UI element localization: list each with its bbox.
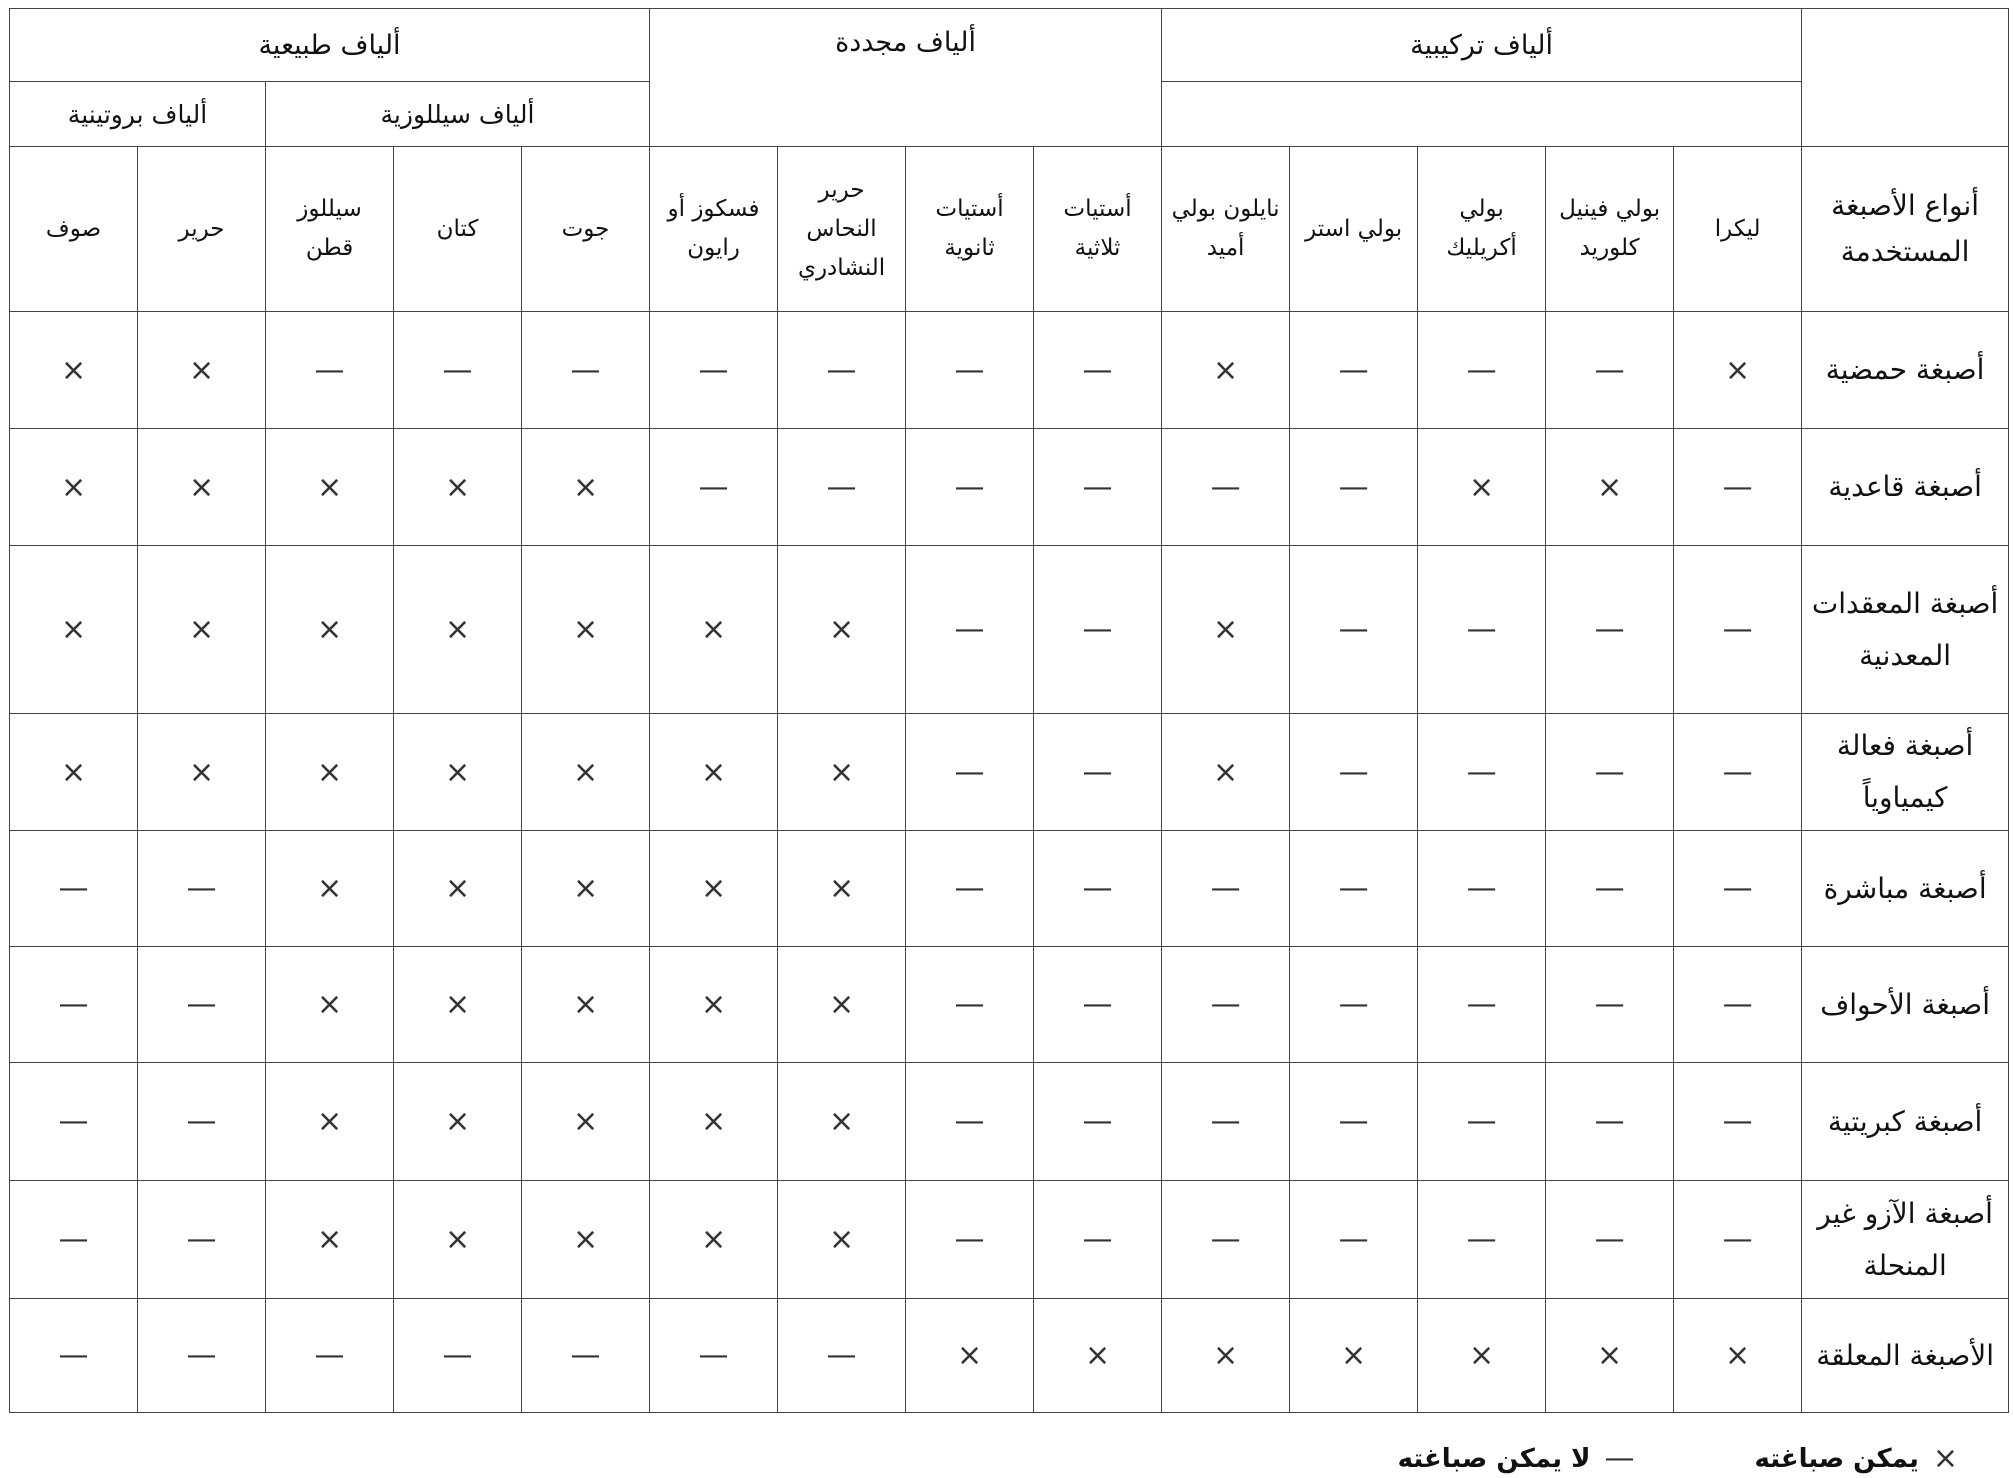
cannot-dye-mark: —: [1418, 831, 1546, 947]
cannot-dye-mark: —: [906, 1063, 1034, 1181]
can-dye-mark: ×: [266, 546, 394, 714]
dye-fiber-table-page: [9, 8, 2008, 1476]
cannot-dye-mark: —: [522, 312, 650, 429]
can-dye-mark: ×: [778, 546, 906, 714]
can-dye-mark: ×: [650, 1063, 778, 1181]
dye-type-label: أصبغة فعالة كيمياوياً: [1802, 714, 2009, 831]
cannot-dye-mark: —: [778, 1299, 906, 1413]
fiber-header: بولي أكريليك: [1418, 147, 1546, 312]
table-row: [10, 831, 2009, 947]
can-dye-mark: ×: [1418, 1299, 1546, 1413]
cannot-dye-mark: —: [1034, 714, 1162, 831]
cannot-dye-mark: —: [10, 1181, 138, 1299]
can-dye-mark: ×: [1546, 429, 1674, 546]
cannot-dye-mark: —: [138, 1181, 266, 1299]
fiber-header: أستيات ثانوية: [906, 147, 1034, 312]
cannot-dye-mark: —: [1546, 312, 1674, 429]
can-dye-mark: ×: [394, 429, 522, 546]
cannot-dye-mark: —: [778, 429, 906, 546]
cannot-dye-mark: —: [1546, 947, 1674, 1063]
can-dye-mark: ×: [138, 429, 266, 546]
can-dye-mark: ×: [266, 714, 394, 831]
cannot-dye-mark: —: [1290, 429, 1418, 546]
can-dye-mark: ×: [394, 1181, 522, 1299]
fiber-header: جوت: [522, 147, 650, 312]
can-dye-mark: ×: [650, 831, 778, 947]
can-dye-mark: ×: [394, 714, 522, 831]
cannot-dye-mark: —: [1674, 714, 1802, 831]
dye-type-label: أصبغة مباشرة: [1802, 831, 2009, 947]
cannot-dye-mark: —: [1418, 947, 1546, 1063]
subgroup-protein-fibers: ألياف بروتينية: [10, 82, 266, 147]
group-synthetic-fibers: ألياف تركيبية: [1162, 9, 1802, 82]
dye-compatibility-table: [9, 8, 2009, 1413]
cannot-dye-mark: —: [906, 546, 1034, 714]
cannot-dye-mark: —: [1290, 1181, 1418, 1299]
fiber-header: بولي فينيل كلوريد: [1546, 147, 1674, 312]
can-dye-mark: ×: [778, 714, 906, 831]
subgroup-cellulosic-fibers: ألياف سيللوزية: [266, 82, 650, 147]
can-dye-mark: ×: [650, 546, 778, 714]
cannot-dye-mark: —: [10, 947, 138, 1063]
legend-item-yes: [1754, 1441, 1958, 1476]
cannot-dye-mark: —: [1162, 429, 1290, 546]
fiber-header: حرير: [138, 147, 266, 312]
cannot-dye-mark: —: [906, 1181, 1034, 1299]
cannot-dye-mark: —: [1162, 1181, 1290, 1299]
cannot-dye-mark: —: [1162, 831, 1290, 947]
fiber-header: فسكوز أو رايون: [650, 147, 778, 312]
dye-type-label: أصبغة الآزو غير المنحلة: [1802, 1181, 2009, 1299]
can-dye-mark: ×: [650, 947, 778, 1063]
legend-no-label: لا يمكن صباغته: [1397, 1443, 1591, 1474]
can-dye-mark: ×: [266, 1063, 394, 1181]
table-row: [10, 1063, 2009, 1181]
cannot-dye-mark: —: [1034, 947, 1162, 1063]
group-natural-fibers: ألياف طبيعية: [10, 9, 650, 82]
cannot-dye-mark: —: [10, 831, 138, 947]
cannot-dye-mark: —: [906, 831, 1034, 947]
cannot-dye-mark: —: [1290, 1063, 1418, 1181]
can-dye-mark: ×: [266, 1181, 394, 1299]
dye-type-label: أصبغة قاعدية: [1802, 429, 2009, 546]
cannot-dye-mark: —: [138, 1299, 266, 1413]
can-dye-mark: ×: [1290, 1299, 1418, 1413]
cannot-dye-mark: —: [394, 312, 522, 429]
cannot-dye-mark: —: [1034, 1181, 1162, 1299]
can-dye-mark: ×: [522, 429, 650, 546]
can-dye-mark: ×: [266, 831, 394, 947]
table-row: [10, 312, 2009, 429]
can-dye-mark: ×: [1034, 1299, 1162, 1413]
cannot-dye-mark: —: [1674, 429, 1802, 546]
can-dye-mark: ×: [10, 312, 138, 429]
cannot-dye-mark: —: [394, 1299, 522, 1413]
can-dye-mark: ×: [10, 429, 138, 546]
dye-type-label: الأصبغة المعلقة: [1802, 1299, 2009, 1413]
can-dye-mark: ×: [1162, 312, 1290, 429]
cannot-dye-mark: —: [1290, 312, 1418, 429]
can-dye-mark: ×: [650, 714, 778, 831]
cannot-dye-mark: —: [266, 312, 394, 429]
can-dye-mark: ×: [1546, 1299, 1674, 1413]
cannot-dye-mark: —: [1546, 831, 1674, 947]
cannot-dye-mark: —: [1162, 1063, 1290, 1181]
can-dye-mark: ×: [650, 1181, 778, 1299]
fiber-header: كتان: [394, 147, 522, 312]
cannot-dye-mark: —: [1290, 831, 1418, 947]
synthetic-subgroup-empty: [1162, 82, 1802, 147]
cannot-dye-mark: —: [1034, 546, 1162, 714]
can-dye-mark: ×: [394, 546, 522, 714]
can-dye-mark: ×: [1162, 714, 1290, 831]
legend: [1398, 1441, 1958, 1476]
group-regenerated-fibers: ألياف مجددة: [650, 9, 1162, 147]
cannot-dye-mark: —: [906, 312, 1034, 429]
cannot-dye-mark: —: [906, 429, 1034, 546]
cannot-dye-mark: —: [1674, 1063, 1802, 1181]
can-dye-mark: ×: [522, 714, 650, 831]
table-row: [10, 714, 2009, 831]
cannot-dye-mark: —: [1418, 1063, 1546, 1181]
can-dye-mark: ×: [266, 947, 394, 1063]
cannot-dye-mark: —: [138, 947, 266, 1063]
dye-types-header: أنواع الأصبغة المستخدمة: [1802, 147, 2009, 312]
table-row: [10, 947, 2009, 1063]
cannot-dye-mark: —: [1290, 714, 1418, 831]
table-row: [10, 1299, 2009, 1413]
cannot-dye-mark: —: [10, 1063, 138, 1181]
cannot-dye-mark: —: [778, 312, 906, 429]
cannot-dye-mark: —: [522, 1299, 650, 1413]
dye-type-label: أصبغة حمضية: [1802, 312, 2009, 429]
can-dye-mark: ×: [394, 1063, 522, 1181]
dye-type-label: أصبغة الأحواف: [1802, 947, 2009, 1063]
can-dye-mark: ×: [778, 831, 906, 947]
can-dye-mark: ×: [522, 1181, 650, 1299]
can-dye-mark: ×: [394, 831, 522, 947]
cannot-dye-mark: —: [1034, 312, 1162, 429]
fiber-header: نايلون بولي أميد: [1162, 147, 1290, 312]
cannot-dye-mark: —: [1546, 546, 1674, 714]
can-dye-mark: ×: [10, 714, 138, 831]
cannot-dye-mark: —: [1290, 546, 1418, 714]
table-row: [10, 429, 2009, 546]
cannot-dye-mark: —: [1674, 831, 1802, 947]
can-dye-mark: ×: [906, 1299, 1034, 1413]
legend-item-no: [1398, 1441, 1635, 1476]
cannot-dye-mark: —: [1674, 1181, 1802, 1299]
cannot-dye-mark: —: [1418, 1181, 1546, 1299]
fiber-header: صوف: [10, 147, 138, 312]
cannot-dye-mark: —: [1674, 947, 1802, 1063]
table-row: [10, 1181, 2009, 1299]
can-dye-mark: ×: [778, 1063, 906, 1181]
can-dye-mark: ×: [394, 947, 522, 1063]
cannot-dye-mark: —: [138, 1063, 266, 1181]
fiber-header: بولي استر: [1290, 147, 1418, 312]
legend-yes-label: يمكن صباغته: [1754, 1443, 1919, 1474]
can-dye-mark: ×: [138, 312, 266, 429]
can-dye-mark: ×: [1162, 546, 1290, 714]
cannot-dye-mark: —: [1674, 546, 1802, 714]
fiber-header: حرير النحاس النشادري: [778, 147, 906, 312]
cannot-dye-mark: —: [1418, 546, 1546, 714]
can-dye-mark: ×: [522, 1063, 650, 1181]
can-dye-mark: ×: [1674, 312, 1802, 429]
cannot-dye-mark: —: [1418, 714, 1546, 831]
can-dye-mark: ×: [1674, 1299, 1802, 1413]
cannot-dye-mark: —: [1162, 947, 1290, 1063]
can-dye-mark: ×: [266, 429, 394, 546]
cannot-dye-mark: —: [138, 831, 266, 947]
can-dye-mark: ×: [138, 714, 266, 831]
dash-icon: —: [1604, 1441, 1635, 1476]
dye-type-label: أصبغة المعقدات المعدنية: [1802, 546, 2009, 714]
can-dye-mark: ×: [138, 546, 266, 714]
cannot-dye-mark: —: [1034, 1063, 1162, 1181]
cannot-dye-mark: —: [266, 1299, 394, 1413]
fiber-header: ليكرا: [1674, 147, 1802, 312]
cannot-dye-mark: —: [1034, 831, 1162, 947]
cannot-dye-mark: —: [650, 312, 778, 429]
cannot-dye-mark: —: [1418, 312, 1546, 429]
table-row: [10, 546, 2009, 714]
fiber-header: أستيات ثلاثية: [1034, 147, 1162, 312]
cannot-dye-mark: —: [10, 1299, 138, 1413]
cannot-dye-mark: —: [1546, 1181, 1674, 1299]
corner-empty-cell: [1802, 9, 2009, 147]
can-dye-mark: ×: [778, 1181, 906, 1299]
cannot-dye-mark: —: [1034, 429, 1162, 546]
can-dye-mark: ×: [522, 546, 650, 714]
can-dye-mark: ×: [1162, 1299, 1290, 1413]
fiber-header: سيللوز قطن: [266, 147, 394, 312]
cannot-dye-mark: —: [1290, 947, 1418, 1063]
cannot-dye-mark: —: [1546, 1063, 1674, 1181]
cannot-dye-mark: —: [1546, 714, 1674, 831]
can-dye-mark: ×: [522, 831, 650, 947]
times-icon: ×: [1932, 1441, 1958, 1476]
can-dye-mark: ×: [10, 546, 138, 714]
can-dye-mark: ×: [778, 947, 906, 1063]
can-dye-mark: ×: [522, 947, 650, 1063]
cannot-dye-mark: —: [650, 429, 778, 546]
can-dye-mark: ×: [1418, 429, 1546, 546]
cannot-dye-mark: —: [650, 1299, 778, 1413]
cannot-dye-mark: —: [906, 714, 1034, 831]
dye-type-label: أصبغة كبريتية: [1802, 1063, 2009, 1181]
cannot-dye-mark: —: [906, 947, 1034, 1063]
